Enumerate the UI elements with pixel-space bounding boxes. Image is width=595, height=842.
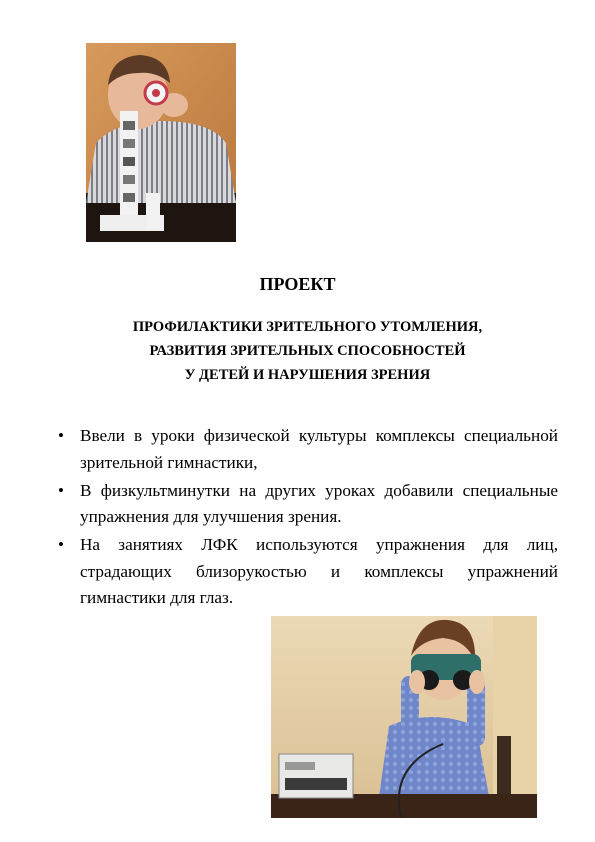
photo-boy-eye-trainer-image (86, 43, 236, 242)
bullet-dot-icon: • (58, 480, 64, 500)
subtitle-line-3: У ДЕТЕЙ И НАРУШЕНИЯ ЗРЕНИЯ (184, 367, 431, 383)
project-title: ПРОЕКТ (259, 274, 336, 294)
bullet-dot-icon: • (58, 535, 64, 554)
list-item (58, 478, 558, 531)
list-item (58, 423, 558, 476)
bullet-text-3: На занятиях ЛФК используются упражнения для лиц, страдающих близорукостью и комплексы упражнений гимнастики для глаз. (80, 535, 558, 607)
bullet-dot-icon: • (58, 426, 64, 445)
photo-girl-goggles (271, 616, 537, 818)
subtitle-line-2: РАЗВИТИЯ ЗРИТЕЛЬНЫХ СПОСОБНОСТЕЙ (149, 343, 466, 359)
list-item (58, 532, 558, 612)
bullet-text-2: В физкультминутки на других уроках добавили специальные упражнения для улучшения зрения. (80, 480, 558, 526)
bullet-text-1: Ввели в уроки физической культуры комплексы специальной зрительной гимнастики, (80, 426, 558, 472)
subtitle-line-1: ПРОФИЛАКТИКИ ЗРИТЕЛЬНОГО УТОМЛЕНИЯ, (132, 319, 483, 335)
photo-girl-goggles-image (271, 616, 537, 818)
bullet-list (58, 423, 558, 613)
photo-boy-eye-trainer (86, 43, 236, 242)
